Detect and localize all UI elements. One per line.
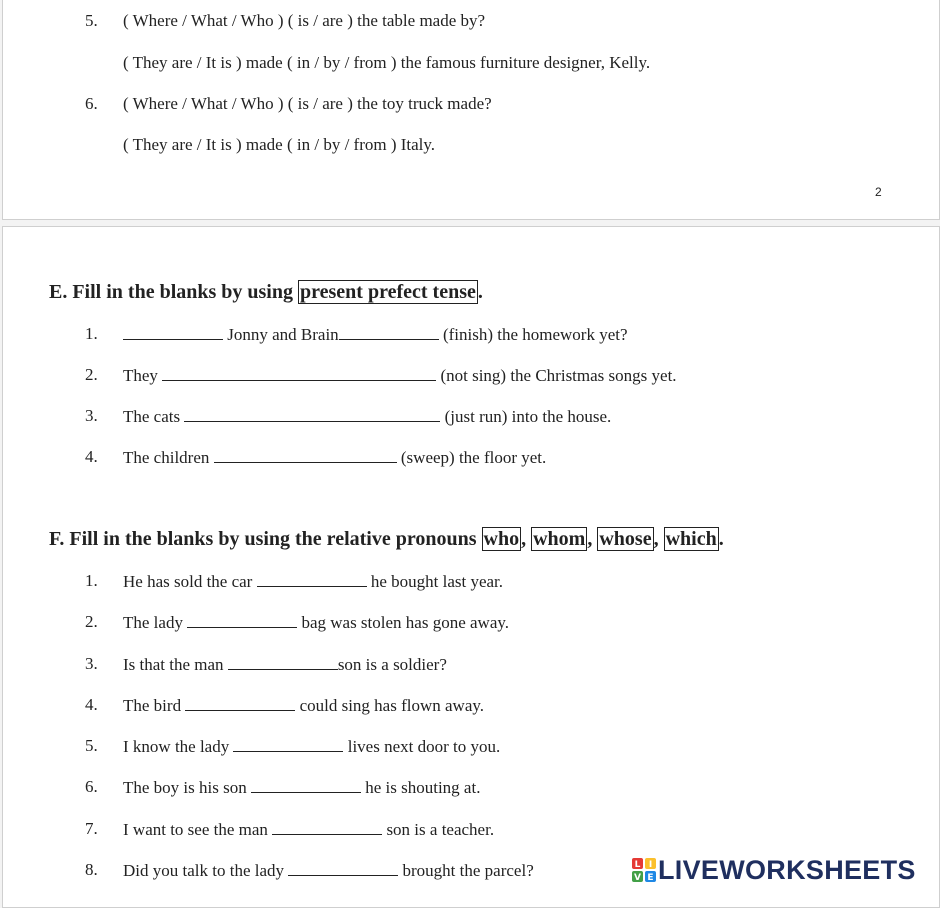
exercise-text: Did you talk to the lady: [123, 861, 289, 880]
answer-text: ( They are / It is ) made ( in / by / from ) Italy.: [123, 135, 436, 154]
separator: ,: [521, 528, 532, 550]
item-number: 7.: [85, 819, 98, 838]
answer-blank[interactable]: [123, 324, 223, 340]
exercise-line: [123, 695, 484, 716]
page-number: 2: [875, 185, 882, 199]
exercise-line: [123, 406, 611, 427]
answer-blank[interactable]: [214, 447, 397, 463]
worksheet-page-1: [2, 0, 940, 220]
item-number: 6.: [85, 777, 98, 796]
logo-text: LIVEWORKSHEETS: [658, 854, 916, 885]
pronoun-whose: whose: [599, 528, 652, 550]
exercise-line: [123, 365, 677, 386]
exercise-line: [123, 571, 503, 592]
exercise-text: (sweep) the floor yet.: [396, 448, 547, 467]
exercise-line: [123, 612, 509, 633]
exercise-text: (just run) into the house.: [440, 407, 612, 426]
exercise-text: could sing has flown away.: [295, 696, 485, 715]
item-number: 1.: [85, 571, 98, 590]
exercise-text: The children: [123, 448, 214, 467]
answer-blank[interactable]: [185, 695, 295, 711]
exercise-line: [123, 447, 546, 468]
exercise-text: lives next door to you.: [343, 737, 501, 756]
answer-blank[interactable]: [288, 860, 398, 876]
answer-text: ( They are / It is ) made ( in / by / from ) the famous furniture designer, Kelly.: [123, 53, 651, 72]
section-f-suffix: .: [718, 528, 724, 550]
item-number: 3.: [85, 654, 98, 673]
svg-text:I: I: [648, 860, 653, 870]
item-number: 4.: [85, 447, 98, 466]
exercise-text: bag was stolen has gone away.: [297, 613, 510, 632]
exercise-line: [123, 777, 480, 798]
pronoun-whom: whom: [533, 528, 586, 550]
exercise-text: I want to see the man: [123, 820, 273, 839]
exercise-text: son is a soldier?: [337, 655, 447, 674]
exercise-text: brought the parcel?: [398, 861, 534, 880]
liveworksheets-logo: [632, 855, 916, 885]
exercise-line: [123, 736, 500, 757]
separator: ,: [653, 528, 664, 550]
item-number: 3.: [85, 406, 98, 425]
section-e-heading: [49, 280, 483, 304]
exercise-text: (not sing) the Christmas songs yet.: [436, 366, 677, 385]
exercise-text: The bird: [123, 696, 186, 715]
svg-text:E: E: [647, 873, 654, 882]
answer-blank[interactable]: [228, 654, 338, 670]
section-e-prefix: E. Fill in the blanks by using: [49, 281, 298, 303]
exercise-text: I know the lady: [123, 737, 234, 756]
exercise-text: The boy is his son: [123, 778, 251, 797]
liveworksheets-logo-icon: [632, 858, 656, 882]
exercise-text: The lady: [123, 613, 188, 632]
exercise-text: Is that the man: [123, 655, 228, 674]
exercise-line: [123, 819, 494, 840]
question-text: ( Where / What / Who ) ( is / are ) the table made by?: [123, 11, 486, 30]
svg-text:L: L: [634, 860, 641, 870]
exercise-text: he bought last year.: [366, 572, 504, 591]
exercise-text: son is a teacher.: [382, 820, 495, 839]
exercise-text: He has sold the car: [123, 572, 257, 591]
item-number: 1.: [85, 324, 98, 343]
exercise-line: [123, 654, 447, 675]
item-number: 2.: [85, 365, 98, 384]
section-f-heading: [49, 527, 724, 551]
question-text: ( Where / What / Who ) ( is / are ) the toy truck made?: [123, 94, 492, 113]
exercise-text: They: [123, 366, 163, 385]
pronoun-who: who: [483, 528, 520, 550]
item-number: 5.: [85, 736, 98, 755]
exercise-line: [123, 324, 628, 345]
exercise-text: he is shouting at.: [360, 778, 481, 797]
worksheet-page-2: [2, 226, 940, 908]
exercise-line: [123, 860, 534, 881]
answer-blank[interactable]: [251, 777, 361, 793]
item-number: 2.: [85, 612, 98, 631]
section-e-keyword: present prefect tense: [299, 281, 476, 303]
pronoun-which: which: [665, 528, 717, 550]
answer-blank[interactable]: [162, 365, 436, 381]
section-e-suffix: .: [477, 281, 483, 303]
answer-blank[interactable]: [339, 324, 439, 340]
answer-blank[interactable]: [272, 819, 382, 835]
separator: ,: [587, 528, 598, 550]
answer-blank[interactable]: [184, 406, 440, 422]
item-number: 6.: [85, 94, 98, 113]
answer-blank[interactable]: [257, 571, 367, 587]
item-number: 4.: [85, 695, 98, 714]
item-number: 5.: [85, 11, 98, 30]
answer-blank[interactable]: [233, 736, 343, 752]
exercise-text: (finish) the homework yet?: [438, 325, 628, 344]
section-f-prefix: F. Fill in the blanks by using the relative pronouns: [49, 528, 482, 550]
answer-blank[interactable]: [187, 612, 297, 628]
exercise-text: The cats: [123, 407, 185, 426]
svg-text:V: V: [634, 873, 641, 882]
exercise-text: Jonny and Brain: [223, 325, 339, 344]
item-number: 8.: [85, 860, 98, 879]
